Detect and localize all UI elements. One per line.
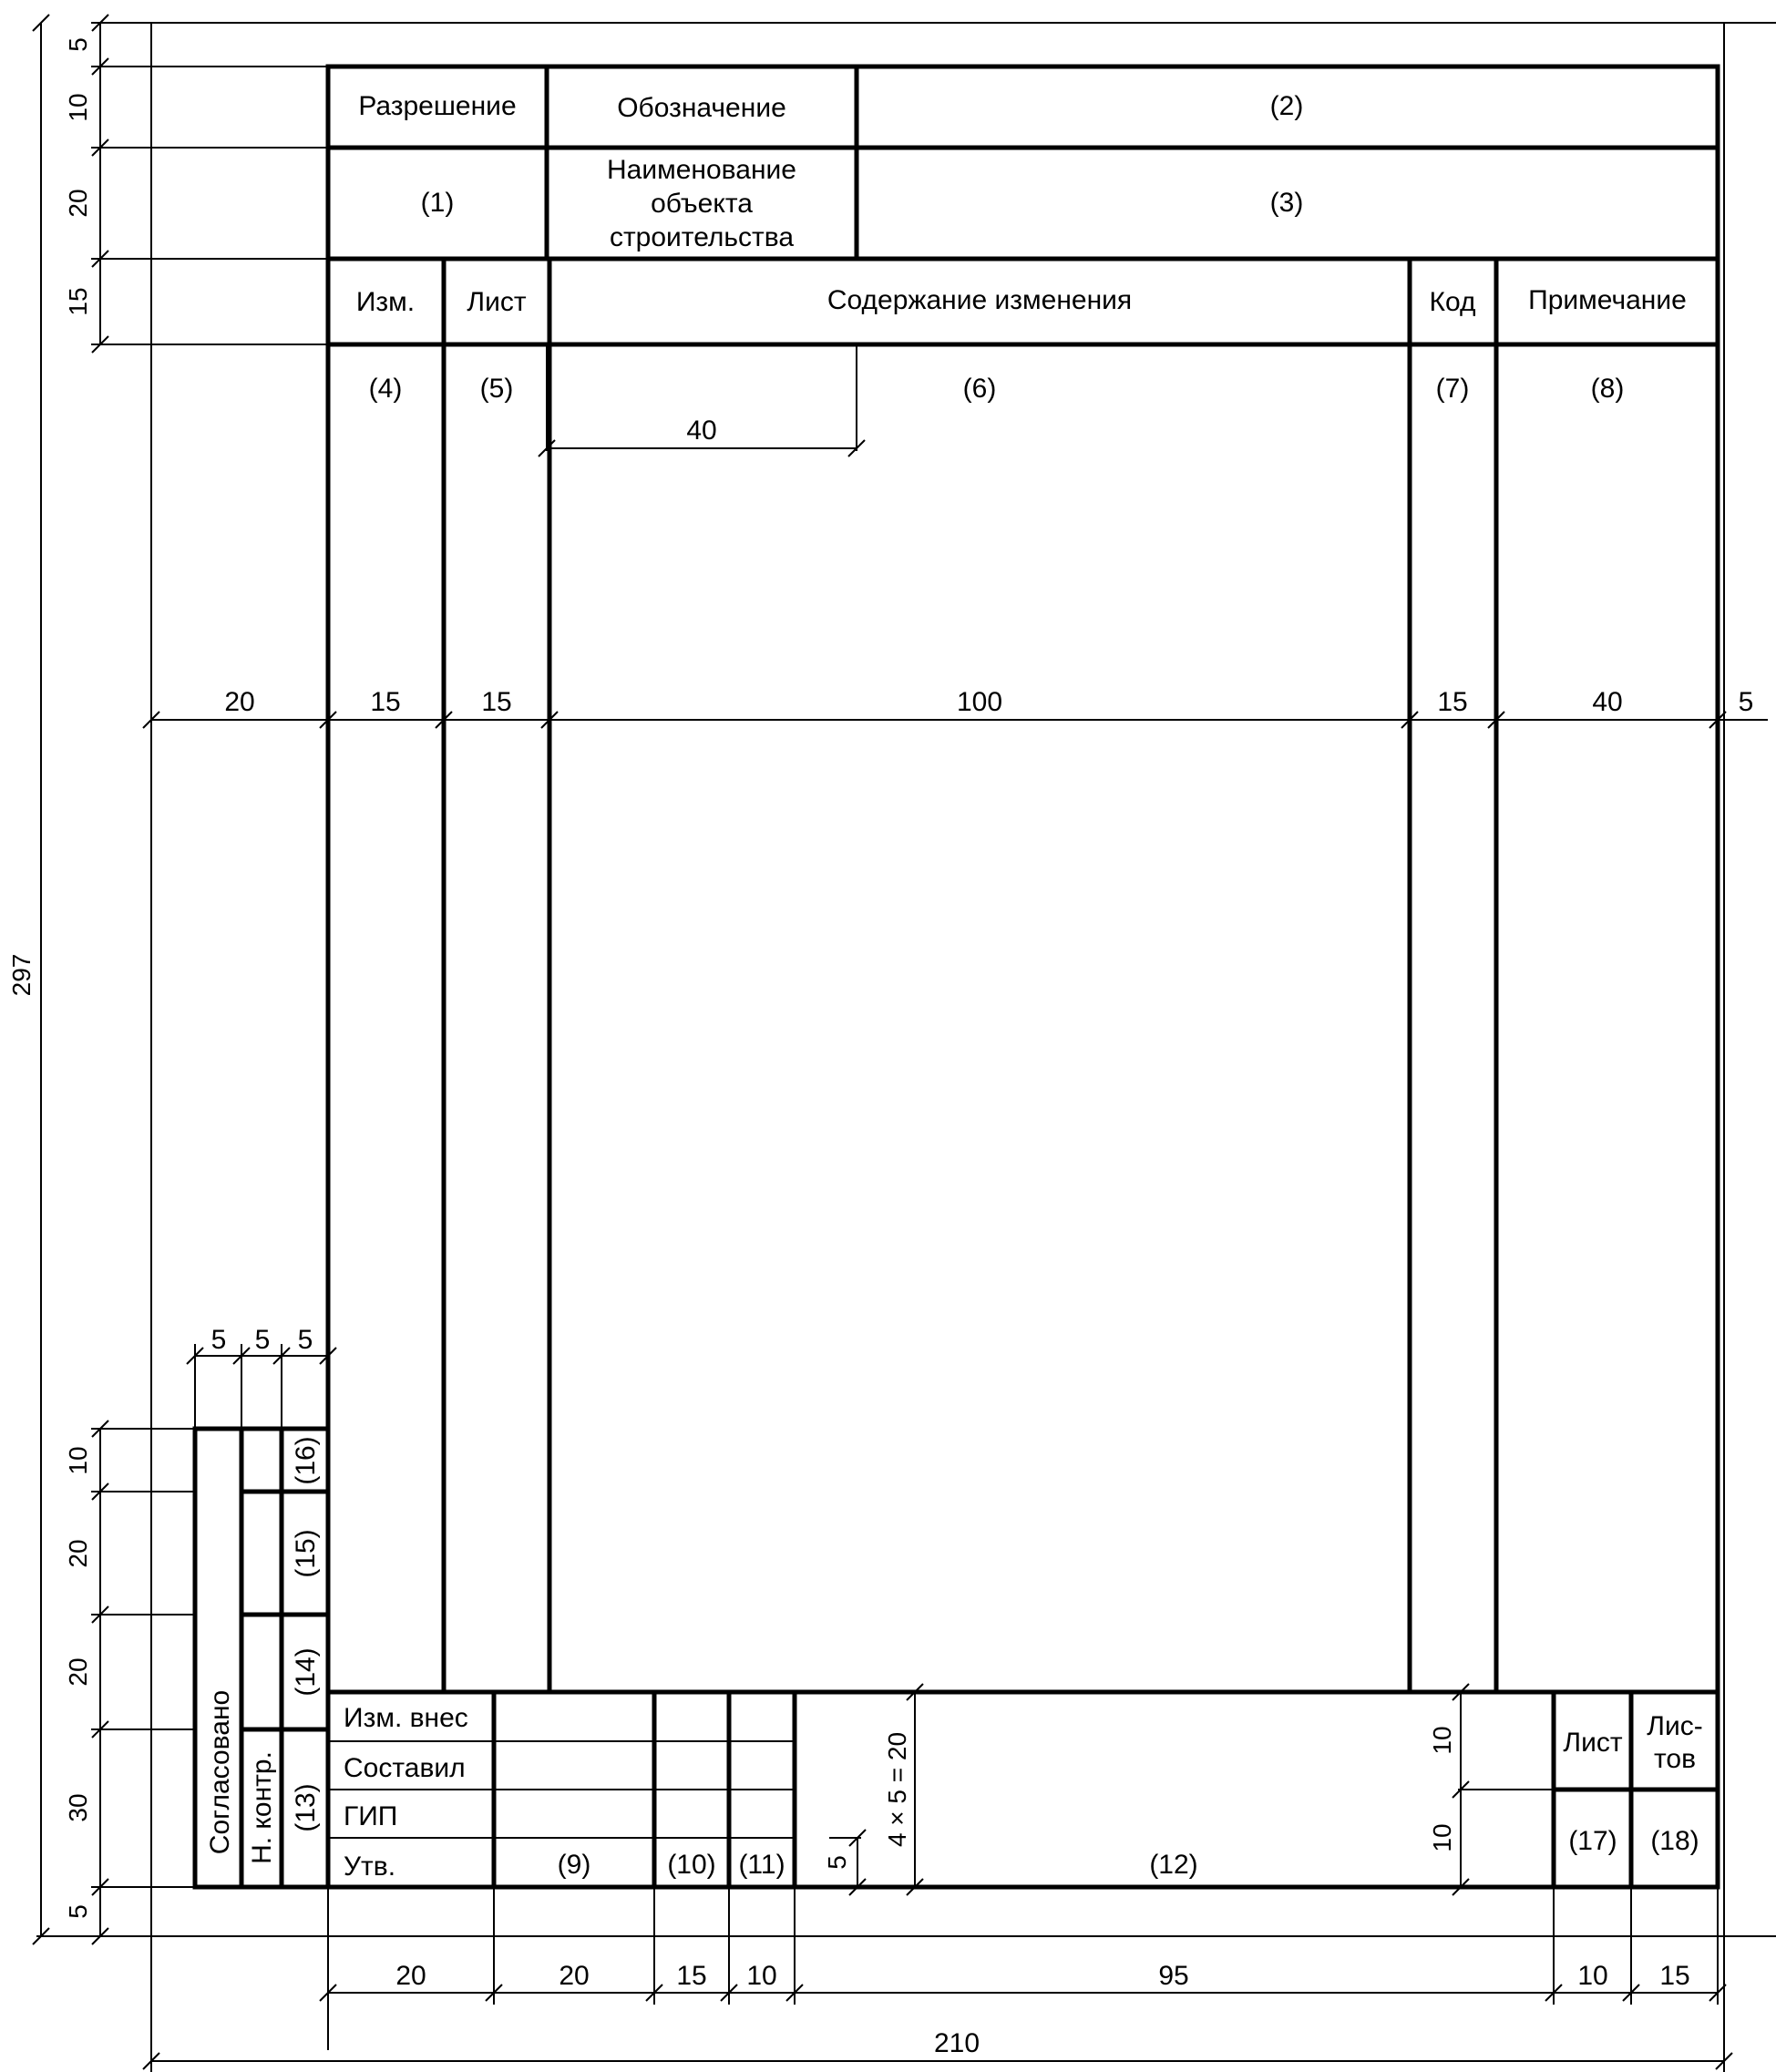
cell-listov-1: Лис- bbox=[1647, 1711, 1703, 1741]
dim-top-10: 10 bbox=[64, 93, 92, 122]
label-naim-3: строительства bbox=[609, 222, 795, 252]
ref-1: (1) bbox=[420, 188, 455, 218]
dim-stamp-4x5: 4 × 5 = 20 bbox=[883, 1731, 911, 1848]
dim-left-5: 5 bbox=[64, 1904, 92, 1919]
label-oboznachenie: Обозначение bbox=[617, 93, 786, 123]
cell-list: Лист bbox=[1563, 1728, 1623, 1758]
dim-row-15a: 15 bbox=[370, 687, 401, 717]
dim-left-10: 10 bbox=[64, 1446, 92, 1475]
dim-row-15c: 15 bbox=[1437, 687, 1468, 717]
stamp-labels bbox=[344, 1703, 1703, 1882]
dim-side-5c: 5 bbox=[297, 1325, 313, 1355]
label-soglasovano: Согласовано bbox=[205, 1689, 235, 1855]
dim-side-5a: 5 bbox=[210, 1325, 227, 1355]
ref-9: (9) bbox=[557, 1850, 591, 1880]
dim-left-20b: 20 bbox=[64, 1657, 92, 1687]
dim-bottom-10: 10 bbox=[746, 1961, 777, 1991]
dim-side-5b: 5 bbox=[254, 1325, 271, 1355]
label-n-kontr: Н. контр. bbox=[247, 1751, 277, 1864]
label-naim-1: Наименование bbox=[607, 155, 796, 185]
ref-12: (12) bbox=[1149, 1850, 1198, 1880]
dim-row-40: 40 bbox=[1592, 687, 1623, 717]
row-sostavil: Составил bbox=[344, 1753, 466, 1783]
dim-stamp-10a: 10 bbox=[1428, 1726, 1456, 1755]
ref-8: (8) bbox=[1590, 374, 1625, 404]
dim-bottom-95: 95 bbox=[1158, 1961, 1189, 1991]
dim-stamp-5: 5 bbox=[823, 1855, 851, 1870]
ref-3: (3) bbox=[1269, 188, 1304, 218]
dim-bottom-15: 15 bbox=[676, 1961, 707, 1991]
cell-listov-2: тов bbox=[1653, 1744, 1697, 1774]
row-izm-vnes: Изм. внес bbox=[344, 1703, 468, 1733]
dim-top-20: 20 bbox=[64, 189, 92, 218]
ref-15: (15) bbox=[291, 1529, 321, 1578]
main-form bbox=[195, 67, 1718, 1887]
dim-bottom-20a: 20 bbox=[395, 1961, 426, 1991]
side-labels bbox=[205, 1436, 321, 1864]
ref-17: (17) bbox=[1568, 1826, 1617, 1856]
dim-stamp-10b: 10 bbox=[1428, 1823, 1456, 1852]
col-soderzhanie: Содержание изменения bbox=[826, 285, 1133, 315]
dim-210: 210 bbox=[933, 2028, 980, 2058]
row-utv: Утв. bbox=[344, 1851, 396, 1882]
dim-bottom-20b: 20 bbox=[559, 1961, 590, 1991]
dim-left-30: 30 bbox=[64, 1793, 92, 1822]
dim-row-15b: 15 bbox=[481, 687, 512, 717]
ref-6: (6) bbox=[962, 374, 997, 404]
dim-top-15: 15 bbox=[64, 287, 92, 316]
ref-10: (10) bbox=[667, 1850, 716, 1880]
col-list: Лист bbox=[467, 287, 527, 317]
col-primechanie: Примечание bbox=[1528, 285, 1687, 315]
ref-14: (14) bbox=[291, 1647, 321, 1697]
ref-7: (7) bbox=[1435, 374, 1470, 404]
ref-5: (5) bbox=[479, 374, 514, 404]
ref-11: (11) bbox=[738, 1850, 785, 1880]
ref-4: (4) bbox=[368, 374, 403, 404]
ref-2: (2) bbox=[1269, 91, 1304, 121]
dim-left-20a: 20 bbox=[64, 1539, 92, 1568]
dim-bottom-10b: 10 bbox=[1577, 1961, 1608, 1991]
ref-16: (16) bbox=[291, 1436, 321, 1485]
dim-297: 297 bbox=[7, 953, 36, 997]
label-razreshenie: Разрешение bbox=[358, 91, 517, 121]
dim-40: 40 bbox=[686, 415, 717, 446]
dim-row-20: 20 bbox=[224, 687, 255, 717]
dim-top-5: 5 bbox=[64, 37, 92, 52]
label-naim-2: объекта bbox=[651, 189, 753, 219]
col-izm: Изм. bbox=[355, 287, 416, 317]
ref-13: (13) bbox=[291, 1783, 321, 1832]
ref-18: (18) bbox=[1650, 1826, 1699, 1856]
dim-row-5: 5 bbox=[1738, 687, 1754, 717]
col-kod: Код bbox=[1429, 287, 1476, 317]
dim-row-100: 100 bbox=[956, 687, 1003, 717]
row-gip: ГИП bbox=[344, 1801, 398, 1831]
dim-bottom-15b: 15 bbox=[1659, 1961, 1690, 1991]
header-labels bbox=[358, 91, 1303, 252]
